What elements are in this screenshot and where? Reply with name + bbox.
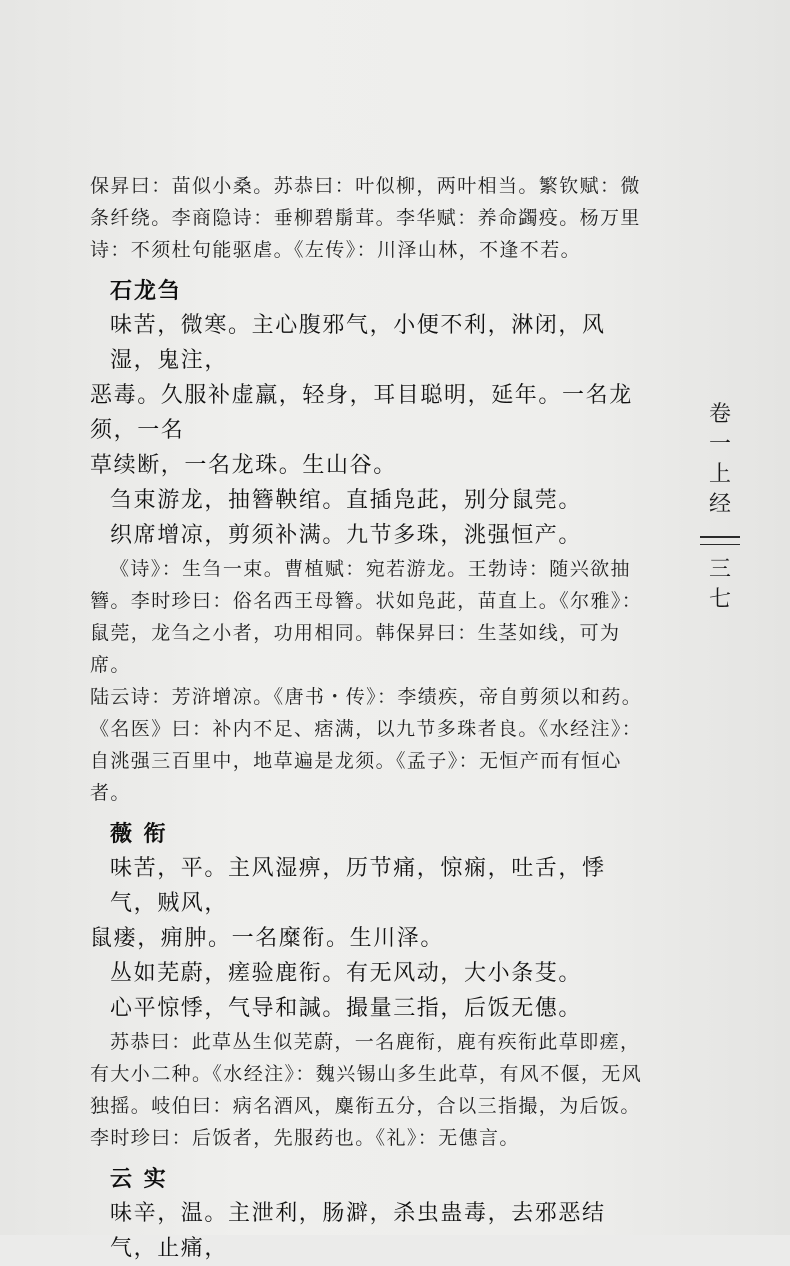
verse-line: 织席增凉，剪须补满。九节多珠，洮强恒产。 <box>110 523 583 548</box>
main-text-line: 鼠瘘，痈肿。一名糜衔。生川泽。 <box>90 926 445 951</box>
entry-weixian <box>90 819 650 1154</box>
main-text-line: 味苦，平。主风湿痹，历节痛，惊痫，吐舌，悸气，贼风， <box>110 856 606 916</box>
commentary-line: 保昇曰：苗似小桑。苏恭曰：叶似柳，两叶相当。繁钦赋：微 <box>90 175 641 197</box>
page-number: 三 <box>708 557 731 582</box>
entry-title: 云 实 <box>110 1167 168 1192</box>
main-text-line: 草续断，一名龙珠。生山谷。 <box>90 453 397 478</box>
volume-label: 上 <box>708 462 731 487</box>
commentary-line: 诗：不须杜句能驱虐。《左传》：川泽山林，不逢不若。 <box>90 239 582 261</box>
commentary-line: 《诗》：生刍一束。曹植赋：宛若游龙。王勃诗：随兴欲抽 <box>110 558 631 580</box>
entry-shilongchu <box>90 276 650 809</box>
volume-label: 一 <box>708 432 731 457</box>
main-text-line: 味苦，微寒。主心腹邪气，小便不利，淋闭，风湿，鬼注， <box>110 313 606 373</box>
page-number: 七 <box>708 587 731 612</box>
commentary-line: 苏恭曰：此草丛生似芜蔚，一名鹿衔，鹿有疾衔此草即瘥， <box>110 1031 641 1053</box>
header-divider <box>700 536 740 545</box>
commentary-line: 有大小二种。《水经注》：魏兴锡山多生此草，有风不偃，无风 <box>90 1063 643 1085</box>
entry-title: 薇 衔 <box>110 822 168 847</box>
main-text-line: 味辛，温。主泄利，肠澼，杀虫蛊毒，去邪恶结气，止痛， <box>110 1201 606 1261</box>
entry-title: 石龙刍 <box>110 279 183 304</box>
intro-commentary <box>90 170 650 266</box>
commentary-line: 簪。李时珍曰：俗名西王母簪。状如凫茈，苗直上。《尔雅》： <box>90 590 643 612</box>
commentary-line: 《名医》曰：补内不足、痞满，以九节多珠者良。《水经注》： <box>90 718 643 740</box>
commentary-line: 鼠莞，龙刍之小者，功用相同。韩保昇曰：生茎如线，可为席。 <box>90 622 621 676</box>
commentary-line: 陆云诗：芳浒增凉。《唐书・传》：李绩疾，帝自剪须以和药。 <box>90 686 643 708</box>
verse-line: 丛如芜蔚，瘥验鹿衔。有无风动，大小条芟。 <box>110 961 583 986</box>
verse-line: 心平惊悸，气导和諴。撮量三指，后饭无僡。 <box>110 996 583 1021</box>
commentary-line: 独摇。岐伯曰：病名酒风，麋衔五分，合以三指撮，为后饭。 <box>90 1095 641 1117</box>
volume-label: 卷 <box>708 402 731 427</box>
commentary-line: 条纤绕。李商隐诗：垂柳碧鬅茸。李华赋：养命蠲疫。杨万里 <box>90 207 641 229</box>
running-header <box>700 400 740 615</box>
verse-line: 刍束游龙，抽簪鞅绾。直插凫茈，别分鼠莞。 <box>110 488 583 513</box>
volume-label: 经 <box>708 492 731 517</box>
entry-yunshi <box>90 1164 650 1266</box>
commentary-line: 李时珍曰：后饭者，先服药也。《礼》：无僡言。 <box>90 1127 520 1149</box>
commentary-line: 自洮强三百里中，地草遍是龙须。《孟子》：无恒产而有恒心者。 <box>90 750 622 804</box>
main-text-line: 恶毒。久服补虚羸，轻身，耳目聪明，延年。一名龙须，一名 <box>90 383 633 443</box>
page-body <box>90 170 650 1266</box>
